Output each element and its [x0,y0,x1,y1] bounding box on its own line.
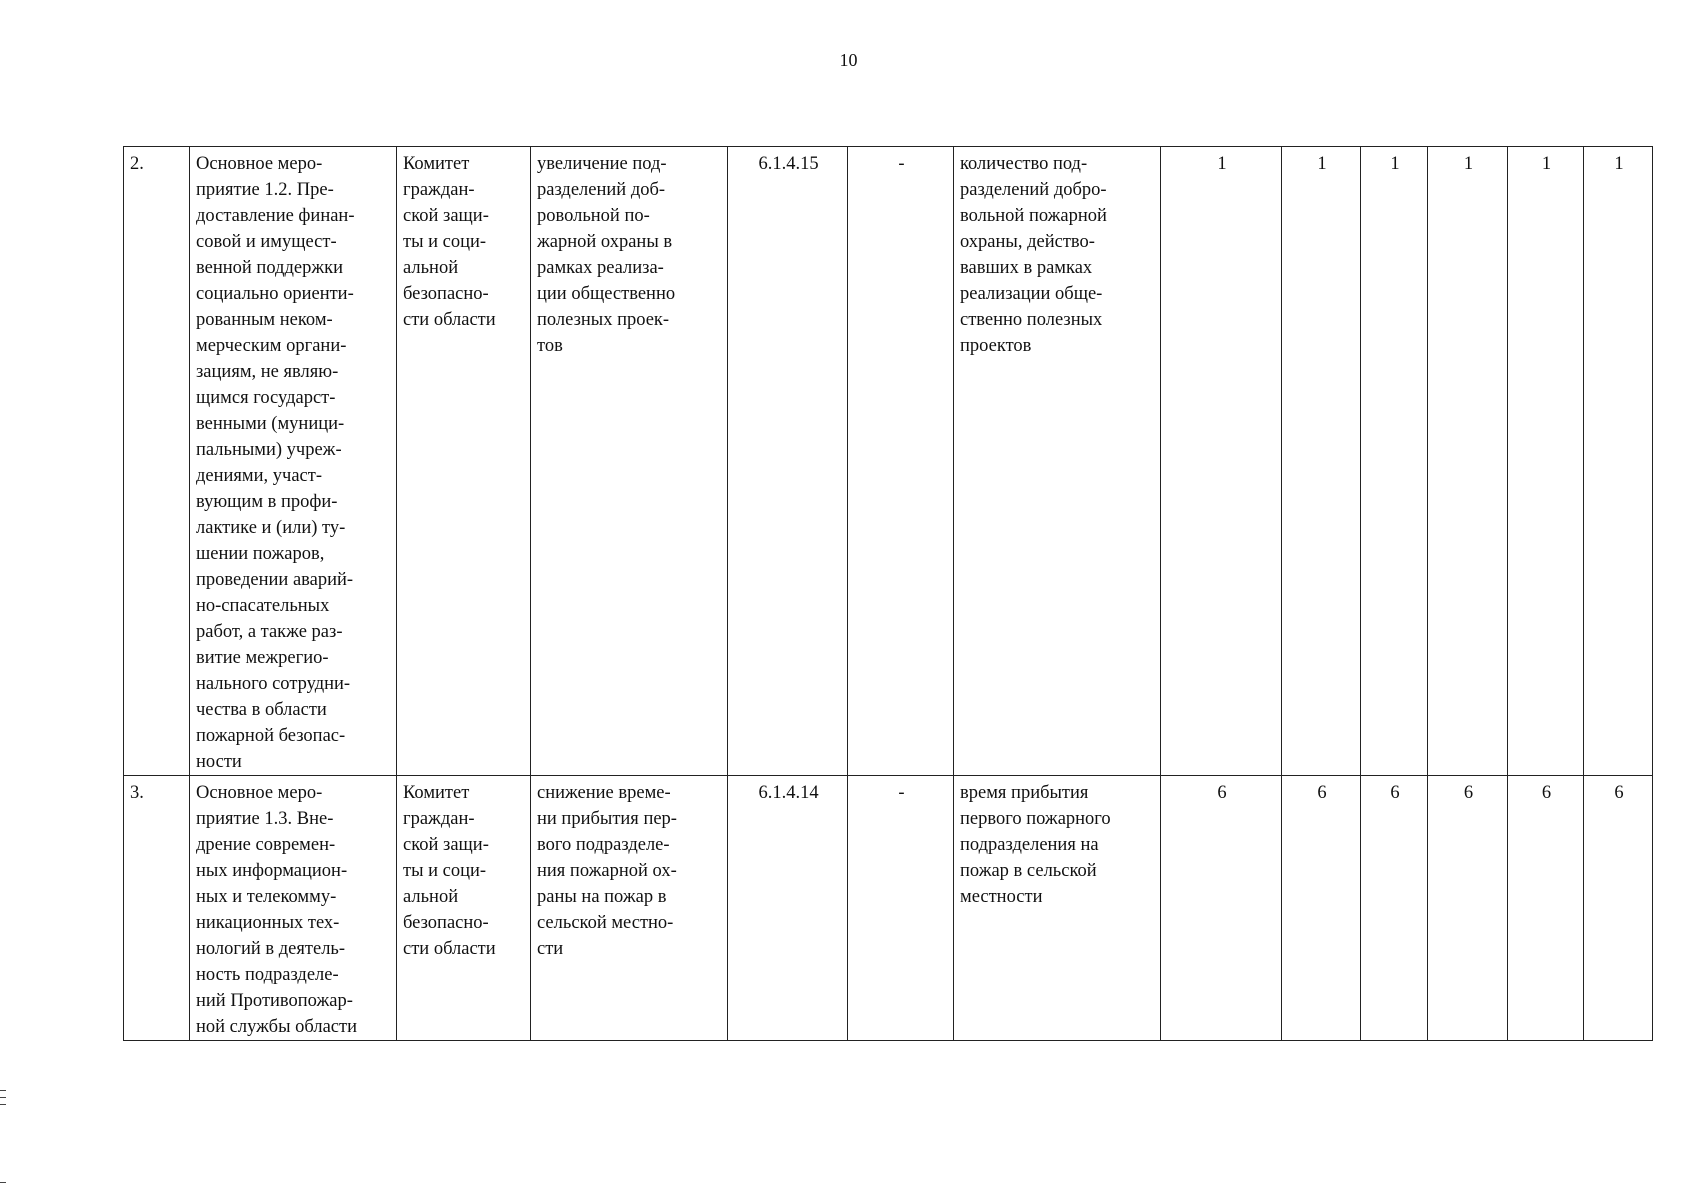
scan-margin-mark [0,1182,6,1183]
scan-margin-mark [0,1090,6,1091]
dash-cell: - [848,147,954,776]
value-cell: 1 [1361,147,1428,776]
code-cell: 6.1.4.14 [728,776,848,1041]
value-cell: 1 [1161,147,1282,776]
dash-cell: - [848,776,954,1041]
table-row [124,147,1653,776]
result-cell: снижение време- ни прибытия пер- вого подразделе- ния пожарной ох- раны на пожар в сельской местно- сти [531,776,728,1041]
code-cell: 6.1.4.15 [728,147,848,776]
scan-margin-mark [0,1104,6,1105]
activity-cell: Основное меро- приятие 1.2. Пре- доставление финан- совой и имущест- венной поддержки социально ориенти- рованным неком- мерческим органи- зациям, не являю- щимся государст- венными (муници- пальными) учреж- дениями, участ- вующим в профи- лактике и (или) ту- шении пожаров, проведении аварий- но-спасательных работ, а также раз- витие межрегио- нального сотрудни- чества в области пожарной безопас- ности [190,147,397,776]
indicator-cell: количество под- разделений добро- вольной пожарной охраны, действо- вавших в рамках реализации обще- ственно полезных проектов [954,147,1161,776]
value-cell: 6 [1282,776,1361,1041]
value-cell: 1 [1282,147,1361,776]
executor-cell: Комитет граждан- ской защи- ты и соци- альной безопасно- сти области [397,776,531,1041]
value-cell: 6 [1428,776,1508,1041]
result-cell: увеличение под- разделений доб- ровольной по- жарной охраны в рамках реализа- ции общественно полезных проек- тов [531,147,728,776]
value-cell: 1 [1584,147,1653,776]
row-number-cell: 3. [124,776,190,1041]
indicator-cell: время прибытия первого пожарного подразделения на пожар в сельской местности [954,776,1161,1041]
row-number-cell: 2. [124,147,190,776]
page-number: 10 [839,50,858,70]
value-cell: 6 [1508,776,1584,1041]
value-cell: 1 [1428,147,1508,776]
measures-table [123,146,1653,1041]
value-cell: 6 [1161,776,1282,1041]
table-row [124,776,1653,1041]
activity-cell: Основное меро- приятие 1.3. Вне- дрение современ- ных информацион- ных и телекомму- никационных тех- нологий в деятель- ность подразделе- ний Противопожар- ной службы области [190,776,397,1041]
scan-margin-mark [0,1097,6,1098]
executor-cell: Комитет граждан- ской защи- ты и соци- альной безопасно- сти области [397,147,531,776]
value-cell: 6 [1361,776,1428,1041]
value-cell: 6 [1584,776,1653,1041]
value-cell: 1 [1508,147,1584,776]
